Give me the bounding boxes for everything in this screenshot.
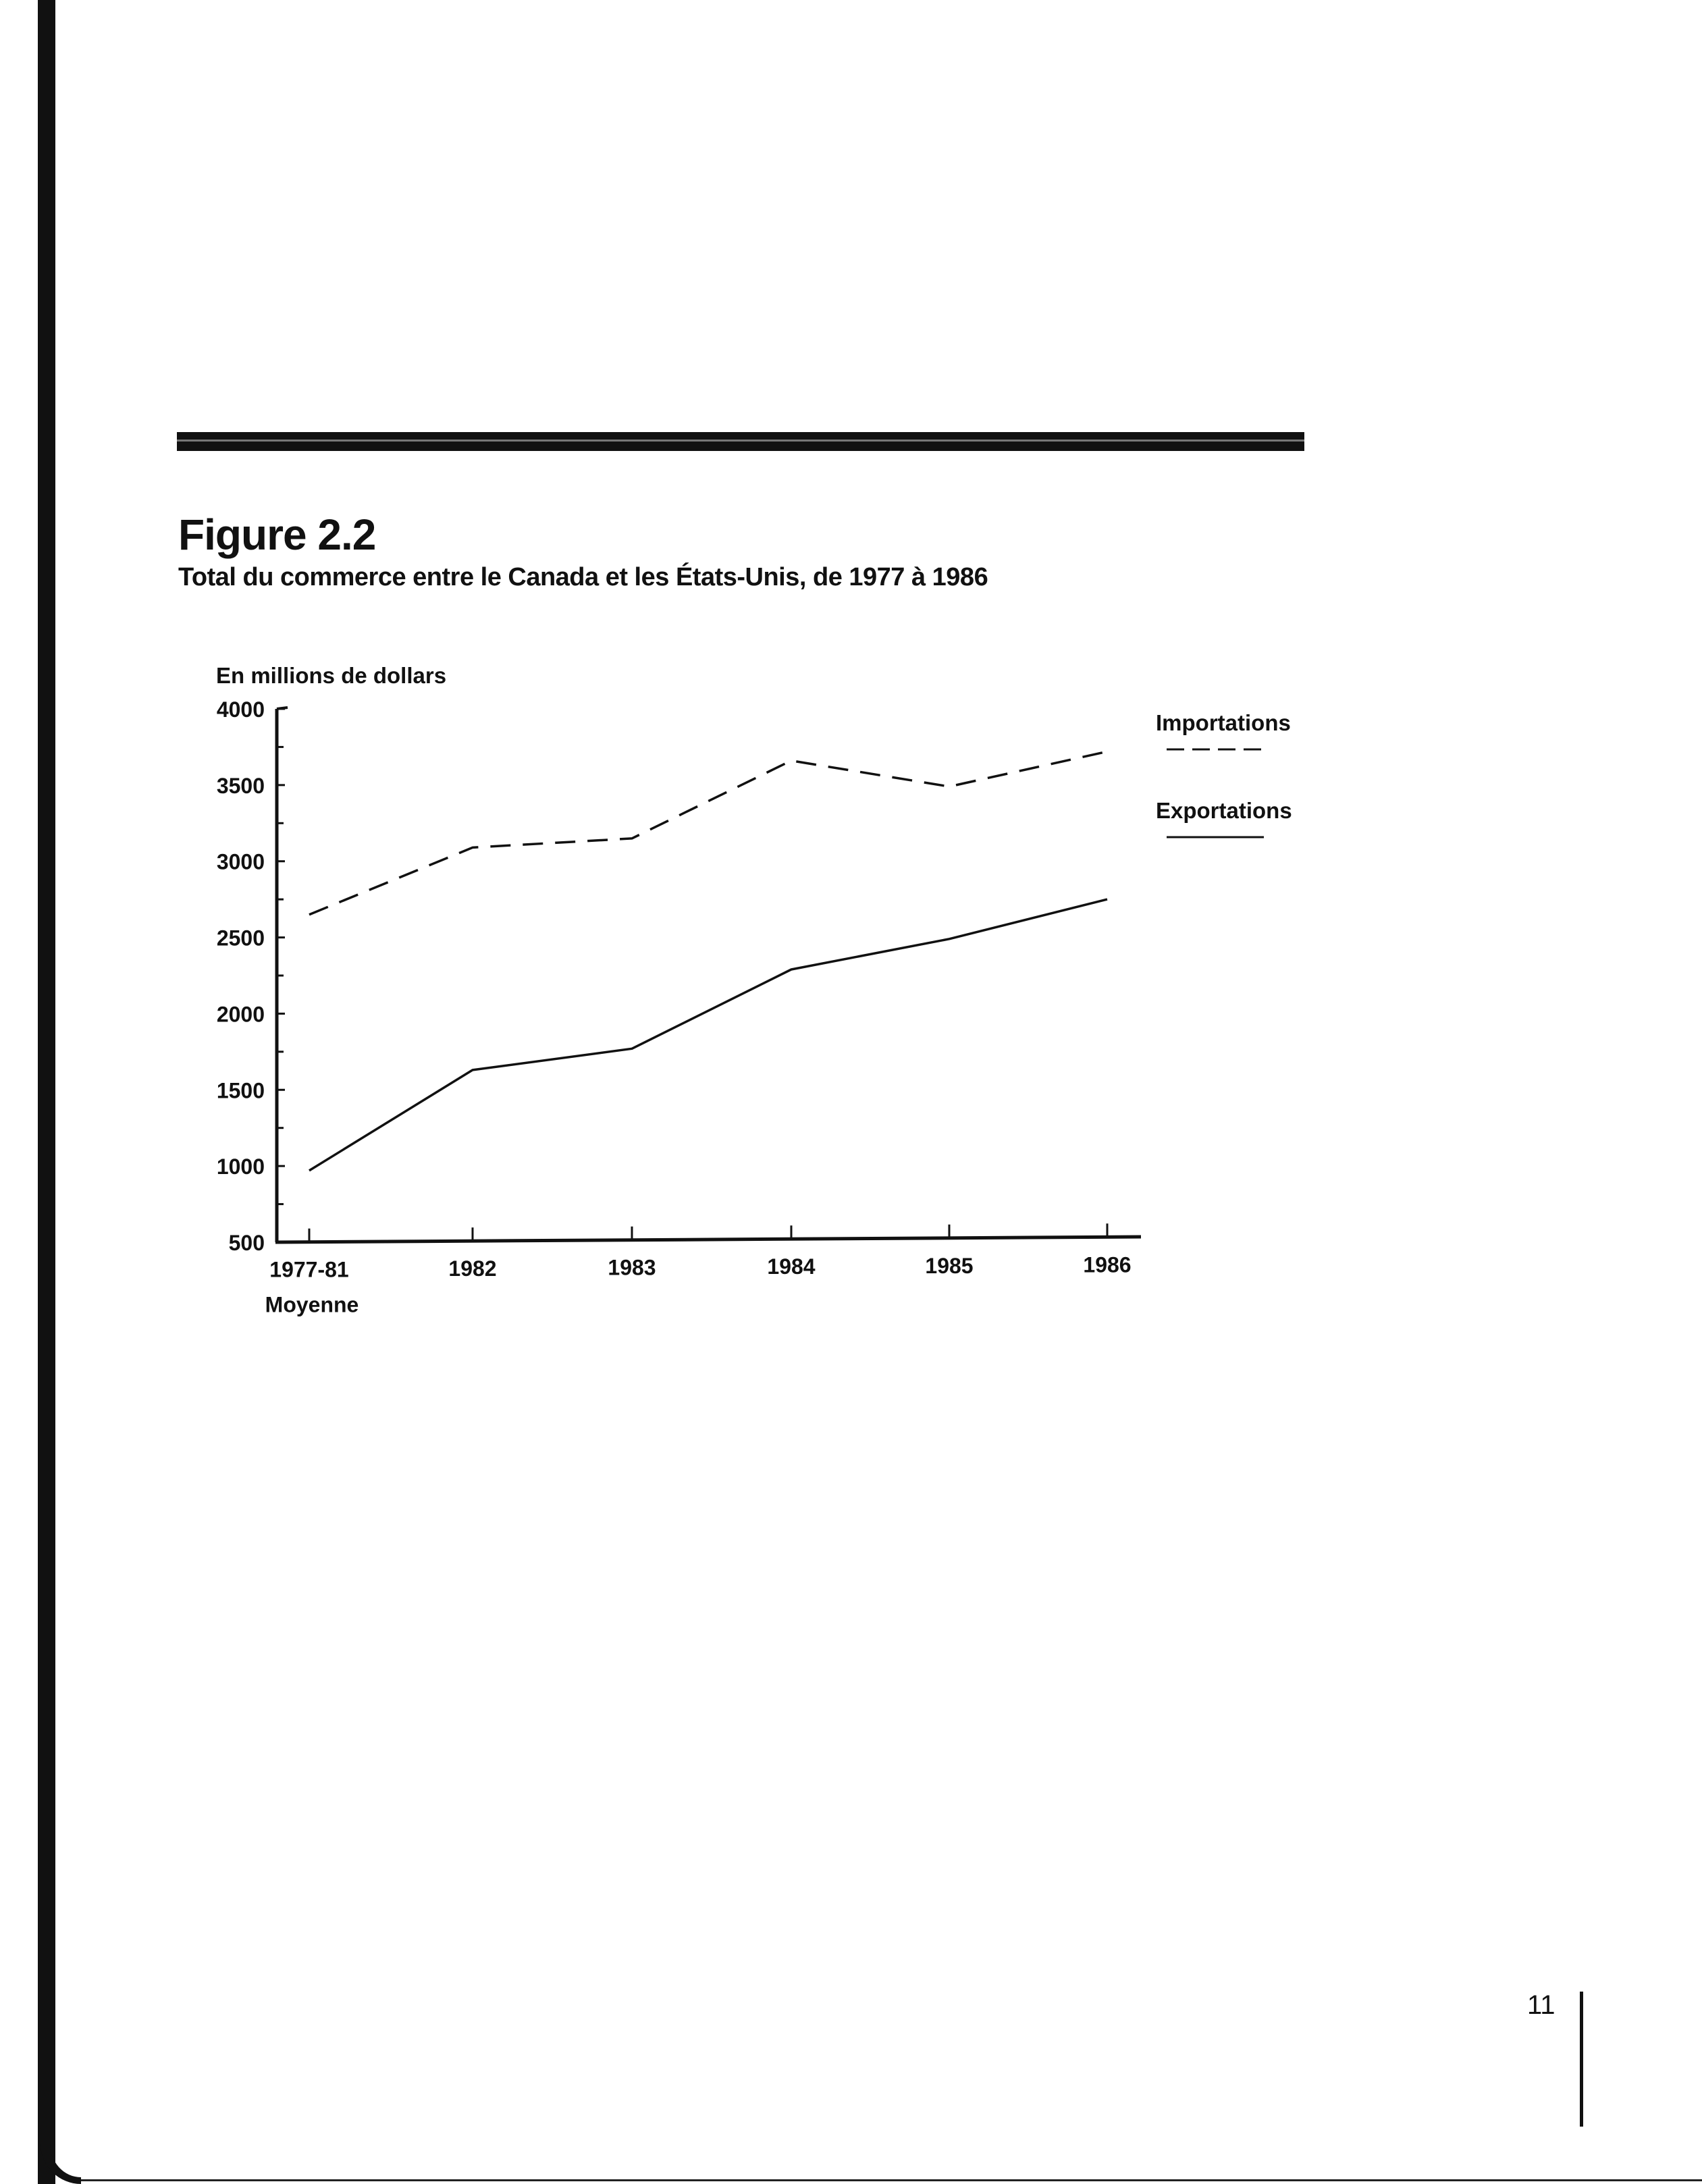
x-axis [275, 1237, 1141, 1242]
x-tick-label: 1982 [448, 1256, 497, 1281]
x-tick-label: 1977-81 [269, 1257, 349, 1282]
series-line-exportations [309, 899, 1107, 1171]
y-tick-label: 4000 [216, 697, 265, 722]
x-tick-label: 1985 [925, 1253, 974, 1278]
y-tick-label: 3000 [216, 849, 265, 874]
x-tick-sublabel: Moyenne [265, 1292, 359, 1317]
series-line-importations [309, 751, 1107, 915]
page-number: 11 [1527, 1990, 1555, 2020]
y-tick-label: 2000 [216, 1002, 265, 1027]
y-tick-label: 1000 [216, 1154, 265, 1179]
x-tick-label: 1986 [1083, 1252, 1132, 1277]
legend-label-importations: Importations [1156, 710, 1291, 735]
y-tick-label: 1500 [216, 1078, 265, 1103]
legend-label-exportations: Exportations [1156, 798, 1292, 823]
y-axis-label: En millions de dollars [216, 663, 447, 688]
page-number-bar [1580, 1992, 1583, 2127]
figure-label: Figure 2.2 [178, 510, 376, 559]
x-tick-label: 1983 [608, 1255, 656, 1280]
y-tick-label: 2500 [216, 926, 265, 951]
y-tick-label: 500 [228, 1231, 265, 1255]
figure-title: Total du commerce entre le Canada et les États-Unis, de 1977 à 1986 [178, 563, 988, 591]
x-tick-label: 1984 [767, 1254, 816, 1279]
y-tick-label: 3500 [216, 773, 265, 798]
